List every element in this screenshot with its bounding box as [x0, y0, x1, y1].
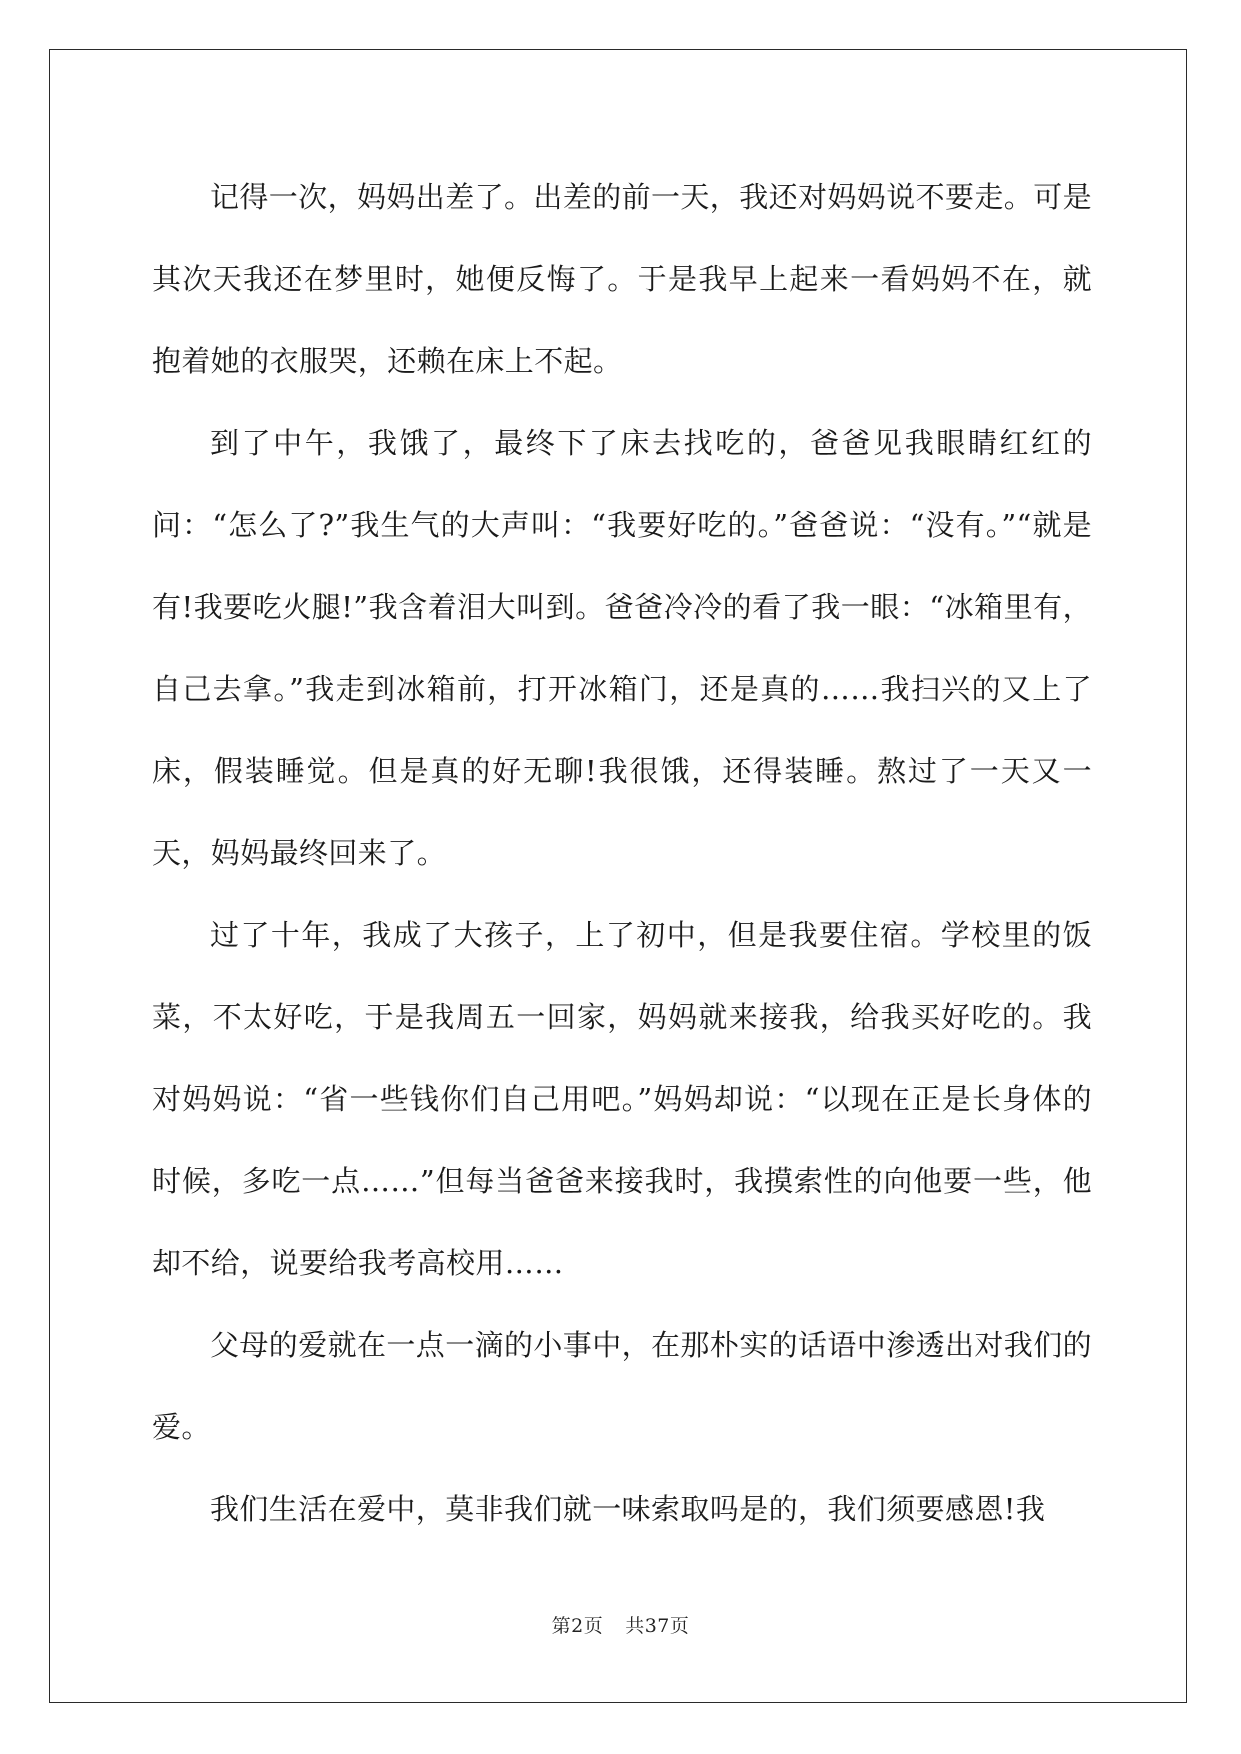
document-body [152, 156, 1092, 1550]
paragraph: 过了十年，我成了大孩子，上了初中，但是我要住宿。学校里的饭菜，不太好吃，于是我周五一回家，妈妈就来接我，给我买好吃的。我对妈妈说：“省一些钱你们自己用吧。”妈妈却说：“以现在正是长身体的时候，多吃一点……”但每当爸爸来接我时，我摸索性的向他要一些，他却不给，说要给我考高校用…… [152, 918, 1092, 1280]
page-number: 第2页 [551, 1615, 604, 1637]
page-total: 共37页 [625, 1615, 690, 1637]
paragraph: 父母的爱就在一点一滴的小事中，在那朴实的话语中渗透出对我们的爱。 [152, 1328, 1093, 1444]
paragraph: 到了中午，我饿了，最终下了床去找吃的，爸爸见我眼睛红红的问：“怎么了?”我生气的大声叫：“我要好吃的。”爸爸说：“没有。”“就是有!我要吃火腿!”我含着泪大叫到。爸爸冷冷的看了我一眼：“冰箱里有，自己去拿。”我走到冰箱前，打开冰箱门，还是真的……我扫兴的又上了床，假装睡觉。但是真的好无聊!我很饿，还得装睡。熬过了一天又一天，妈妈最终回来了。 [152, 426, 1092, 870]
paragraph: 我们生活在爱中，莫非我们就一味索取吗是的，我们须要感恩!我 [210, 1492, 1046, 1526]
page-footer [0, 1611, 1241, 1638]
paragraph: 记得一次，妈妈出差了。出差的前一天，我还对妈妈说不要走。可是其次天我还在梦里时，她便反悔了。于是我早上起来一看妈妈不在，就抱着她的衣服哭，还赖在床上不起。 [152, 180, 1093, 378]
